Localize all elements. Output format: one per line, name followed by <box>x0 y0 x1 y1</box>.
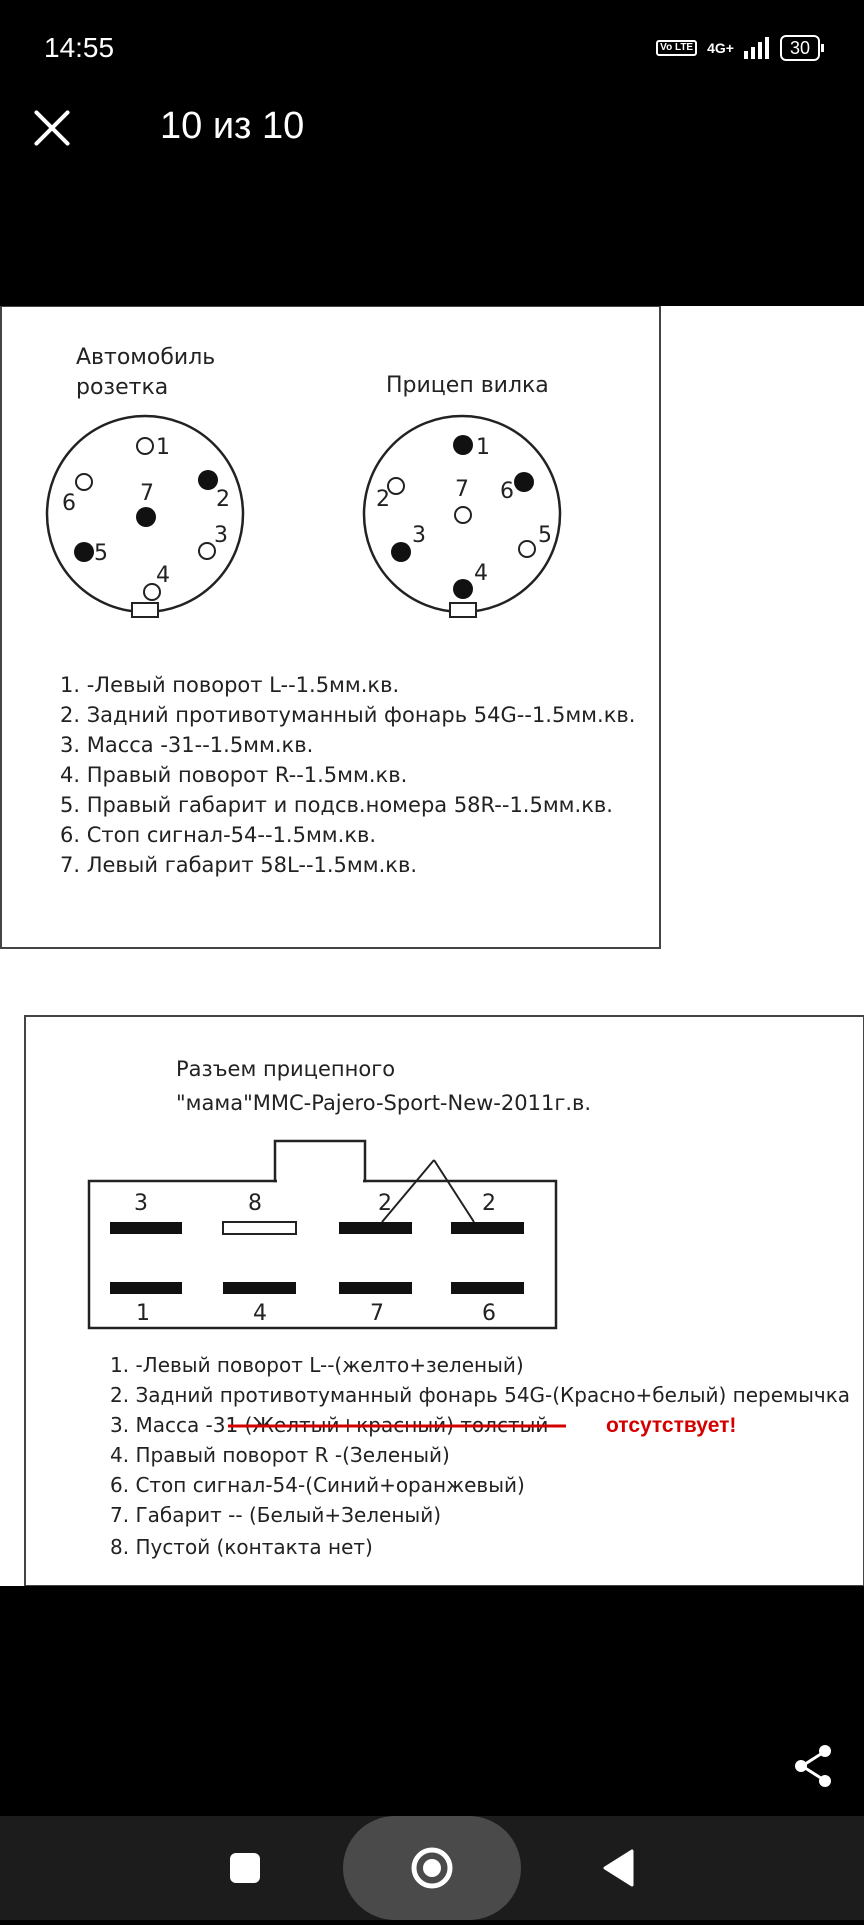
trailer-pin-1 <box>453 435 473 455</box>
mmc-connector <box>89 1141 556 1328</box>
mmc-pin-2a <box>339 1222 412 1234</box>
trailer-pin-label-3: 3 <box>412 523 426 548</box>
car-pin-label-2: 2 <box>216 487 230 512</box>
legend1-item: 7. Левый габарит 58L--1.5мм.кв. <box>60 853 418 877</box>
mmc-top-label: 3 <box>134 1191 148 1216</box>
mmc-pin-6 <box>451 1282 524 1294</box>
legend2-item: 7. Габарит -- (Белый+Зеленый) <box>110 1503 442 1527</box>
trailer-pin-2 <box>388 478 404 494</box>
close-button[interactable] <box>26 102 78 154</box>
mmc-pin-4 <box>223 1282 296 1294</box>
mmc-bottom-label: 4 <box>253 1301 267 1326</box>
mmc-top-label: 8 <box>248 1191 262 1216</box>
car-pin-1 <box>137 438 153 454</box>
trailer-pin-label-2: 2 <box>376 487 390 512</box>
trailer-pin-6 <box>514 472 534 492</box>
legend2-item: 4. Правый поворот R -(Зеленый) <box>110 1443 450 1467</box>
mmc-top-label: 2 <box>378 1191 392 1216</box>
car-pin-5 <box>74 542 94 562</box>
legend2-item: 2. Задний противотуманный фонарь 54G-(Красно+белый) перемычка <box>110 1383 851 1407</box>
image-counter: 10 из 10 <box>160 105 305 147</box>
mmc-bottom-label: 7 <box>370 1301 384 1326</box>
car-label-line1: Автомобиль <box>76 345 216 370</box>
diagram2-title-line2: "мама"MMC-Pajero-Sport-New-2011г.в. <box>176 1091 592 1115</box>
signal-icon <box>744 37 770 59</box>
legend2 <box>110 1353 850 1559</box>
car-pin-label-5: 5 <box>94 541 108 566</box>
network-type: 4G+ <box>707 40 734 56</box>
car-pin-7 <box>136 507 156 527</box>
car-pin-label-1: 1 <box>156 435 170 460</box>
trailer-pin-label-5: 5 <box>538 523 552 548</box>
share-icon[interactable] <box>788 1740 840 1792</box>
legend1-item: 4. Правый поворот R--1.5мм.кв. <box>60 763 408 787</box>
trailer-pin-4 <box>453 579 473 599</box>
trailer-label: Прицеп вилка <box>386 373 549 398</box>
trailer-plug <box>364 416 560 617</box>
trailer-pin-3 <box>391 542 411 562</box>
trailer-pin-7 <box>455 507 471 523</box>
back-icon <box>543 1816 693 1920</box>
diagram1-frame <box>1 306 660 948</box>
navigation-bar <box>0 1816 864 1920</box>
photo-image[interactable] <box>0 306 864 1586</box>
legend1 <box>60 673 635 877</box>
mmc-bottom-label: 1 <box>136 1301 150 1326</box>
mmc-pin-3 <box>110 1222 182 1234</box>
car-pin-label-4: 4 <box>156 563 170 588</box>
legend2-item: 1. -Левый поворот L--(желто+зеленый) <box>110 1353 524 1377</box>
car-pin-2 <box>198 470 218 490</box>
legend2-item: 8. Пустой (контакта нет) <box>110 1535 373 1559</box>
status-time: 14:55 <box>44 32 115 63</box>
trailer-pin-label-6: 6 <box>500 479 514 504</box>
car-label-line2: розетка <box>76 375 169 400</box>
car-pin-label-6: 6 <box>62 491 76 516</box>
car-pin-label-3: 3 <box>214 523 228 548</box>
status-bar <box>0 0 864 100</box>
car-socket <box>47 416 243 617</box>
volte-icon: Vo LTE <box>656 40 697 56</box>
wiring-diagram <box>0 306 864 1586</box>
home-button[interactable] <box>343 1816 521 1920</box>
mass-missing-note: отсутствует! <box>606 1414 737 1437</box>
home-icon <box>343 1816 521 1920</box>
legend1-item: 2. Задний противотуманный фонарь 54G--1.5мм.кв. <box>60 703 636 727</box>
recents-button[interactable] <box>170 1816 320 1920</box>
mmc-pin-2b <box>451 1222 524 1234</box>
legend1-item: 3. Масса -31--1.5мм.кв. <box>60 733 314 757</box>
status-icons <box>656 34 820 62</box>
diagram2-title-line1: Разъем прицепного <box>176 1057 396 1081</box>
mass-prefix: 3. Масса - <box>110 1413 213 1437</box>
trailer-pin-label-4: 4 <box>474 561 488 586</box>
car-pin-label-7: 7 <box>140 481 154 506</box>
mass-struck: 31 (Желтый+красный) толстый <box>212 1413 549 1437</box>
recents-icon <box>170 1816 320 1920</box>
mmc-bottom-label: 6 <box>482 1301 496 1326</box>
mmc-pin-8 <box>223 1222 296 1234</box>
legend1-item: 5. Правый габарит и подсв.номера 58R--1.5мм.кв. <box>60 793 613 817</box>
mmc-top-label: 2 <box>482 1191 496 1216</box>
mmc-pin-1 <box>110 1282 182 1294</box>
car-pin-6 <box>76 474 92 490</box>
back-button[interactable] <box>543 1816 693 1920</box>
trailer-pin-5 <box>519 541 535 557</box>
legend1-item: 1. -Левый поворот L--1.5мм.кв. <box>60 673 400 697</box>
car-pin-3 <box>199 543 215 559</box>
legend2-item: 6. Стоп сигнал-54-(Синий+оранжевый) <box>110 1473 525 1497</box>
legend1-item: 6. Стоп сигнал-54--1.5мм.кв. <box>60 823 377 847</box>
mmc-pin-7 <box>339 1282 412 1294</box>
battery-icon: 30 <box>780 35 820 61</box>
trailer-pin-label-1: 1 <box>476 435 490 460</box>
trailer-pin-label-7: 7 <box>455 477 469 502</box>
